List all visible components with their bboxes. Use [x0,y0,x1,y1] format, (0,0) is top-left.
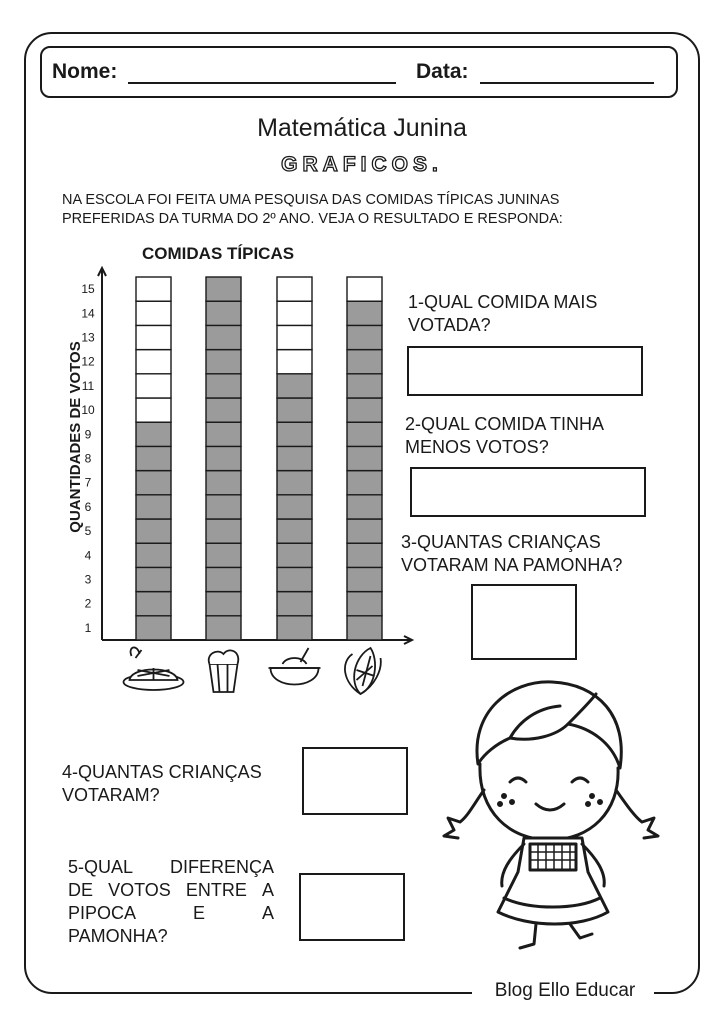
question-line: 3-QUANTAS CRIANÇAS [401,532,601,552]
y-tick-label: 9 [84,427,92,442]
bar-cell-filled [206,616,241,640]
y-tick-label: 3 [84,572,92,587]
girl-illustration [440,672,660,957]
bar-cell-filled [136,519,171,543]
y-tick-label: 15 [81,282,95,297]
bar-cell-empty [136,350,171,374]
answer-box-4[interactable] [302,747,408,815]
word: 5-QUAL [68,857,134,877]
answer-box-5[interactable] [299,873,405,941]
bar-cell-filled [277,592,312,616]
bar-cell-filled [206,543,241,567]
bar-cell-filled [347,495,382,519]
bar-cell-empty [277,350,312,374]
answer-box-1[interactable] [407,346,643,396]
bar-cell-filled [206,592,241,616]
bar-cell-filled [277,567,312,591]
bar-cell-filled [347,471,382,495]
word: A [261,880,274,900]
corn [131,647,142,658]
bar-cell-empty [136,398,171,422]
intro-line: NA ESCOLA FOI FEITA UMA PESQUISA DAS COMIDAS TÍPICAS JUNINAS [62,192,560,208]
question-2 [405,413,604,459]
bar-cell-filled [277,422,312,446]
bar-cell-filled [206,398,241,422]
bar-cell-filled [206,374,241,398]
question-3 [401,531,622,577]
question-1 [408,291,597,337]
footer-credit: Blog Ello Educar [494,980,636,1001]
bar-cell-empty [277,325,312,349]
popcorn [209,650,239,664]
word: A [261,903,274,923]
question-line [68,856,274,879]
pipoca-icon [209,650,239,692]
page-subtitle: GRAFICOS. [281,153,443,176]
bar-cell-filled [347,350,382,374]
bar-cell-filled [136,567,171,591]
header-box [40,46,678,98]
bar-cell-filled [206,495,241,519]
word: ENTRE [185,880,247,900]
question-4 [62,761,262,807]
date-field[interactable] [480,82,654,84]
question-line: MENOS VOTOS? [405,437,549,457]
bar-cell-filled [347,374,382,398]
bar-cell-filled [206,277,241,301]
bar-cell-filled [347,398,382,422]
name-label: Nome: [52,60,118,83]
y-tick-label: 2 [84,596,92,611]
page-title: Matemática Junina [257,114,467,142]
canjica-icon [269,648,321,685]
y-tick-label: 4 [84,548,92,563]
bowl [271,668,319,685]
y-tick-label: 10 [81,403,95,418]
answer-box-3[interactable] [471,584,577,660]
question-line: VOTARAM? [62,785,160,805]
bar-cell-filled [347,325,382,349]
bar-cell-filled [206,301,241,325]
bar-cell-filled [277,519,312,543]
bar-cell-filled [206,519,241,543]
bar-cell-filled [206,471,241,495]
bar-cell-filled [136,422,171,446]
date-label: Data: [416,60,469,83]
intro-text [62,191,682,229]
question-line [68,879,274,902]
category-icons [124,647,381,694]
bar-cell-filled [277,616,312,640]
bar-cell-filled [347,616,382,640]
question-line: 2-QUAL COMIDA TINHA [405,414,605,434]
bar-cell-filled [136,592,171,616]
bar-cell-filled [347,446,382,470]
bar-cell-filled [136,616,171,640]
bar-cell-filled [347,301,382,325]
bar-cell-filled [277,471,312,495]
spoon [301,648,309,662]
y-tick-label: 1 [84,620,92,635]
bar-cell-filled [277,374,312,398]
bar-cell-filled [347,592,382,616]
bar-cell-empty [136,374,171,398]
bar-cell-empty [277,301,312,325]
bar-cell-filled [206,325,241,349]
question-line: 1-QUAL COMIDA MAIS [408,292,598,312]
bar-cell-filled [347,567,382,591]
bar-cell-filled [347,543,382,567]
question-line [68,925,274,948]
milho-icon [345,648,381,694]
bar-cell-filled [136,495,171,519]
bar-cell-filled [277,543,312,567]
word: VOTOS [108,880,171,900]
word: PIPOCA [68,903,137,923]
word: DIFERENÇA [169,857,274,877]
bar-cell-filled [206,567,241,591]
word: E [193,903,206,923]
chart-bars [136,277,382,640]
word: DE [68,880,94,900]
y-tick-label: 8 [84,451,92,466]
bar-cell-filled [277,398,312,422]
bar-cell-empty [136,325,171,349]
bar-cell-filled [136,446,171,470]
bar-cell-empty [347,277,382,301]
bucket [210,664,238,692]
bar-cell-empty [136,277,171,301]
y-tick-label: 7 [84,475,92,490]
bar-cell-filled [136,543,171,567]
bar-cell-filled [347,519,382,543]
question-line: VOTADA? [408,315,491,335]
question-5 [68,856,274,948]
y-tick-label: 11 [81,378,95,393]
bar-cell-filled [347,422,382,446]
y-tick-label: 12 [81,354,95,369]
y-tick-label: 14 [81,306,95,321]
question-line: VOTARAM NA PAMONHA? [401,555,623,575]
question-line [68,902,274,925]
bar-cell-filled [206,422,241,446]
y-tick-label: 5 [84,524,92,539]
answer-box-2[interactable] [410,467,646,517]
y-axis-label: QUANTIDADES DE VOTOS [67,341,84,533]
y-tick-label: 13 [81,330,95,345]
bar-cell-filled [206,446,241,470]
bar-cell-filled [206,350,241,374]
bar-cell-filled [277,495,312,519]
chart-title: COMIDAS TÍPICAS [142,244,295,263]
bar-cell-empty [277,277,312,301]
intro-line: PREFERIDAS DA TURMA DO 2º ANO. VEJA O RESULTADO E RESPONDA: [62,211,563,227]
bar-cell-filled [136,471,171,495]
name-field[interactable] [128,82,396,84]
question-line: 4-QUANTAS CRIANÇAS [62,762,262,782]
bar-chart [60,262,420,712]
word: PAMONHA? [68,926,168,946]
bar-cell-filled [277,446,312,470]
bar-cell-empty [136,301,171,325]
pamonha-icon [124,647,184,690]
y-tick-label: 6 [84,499,92,514]
